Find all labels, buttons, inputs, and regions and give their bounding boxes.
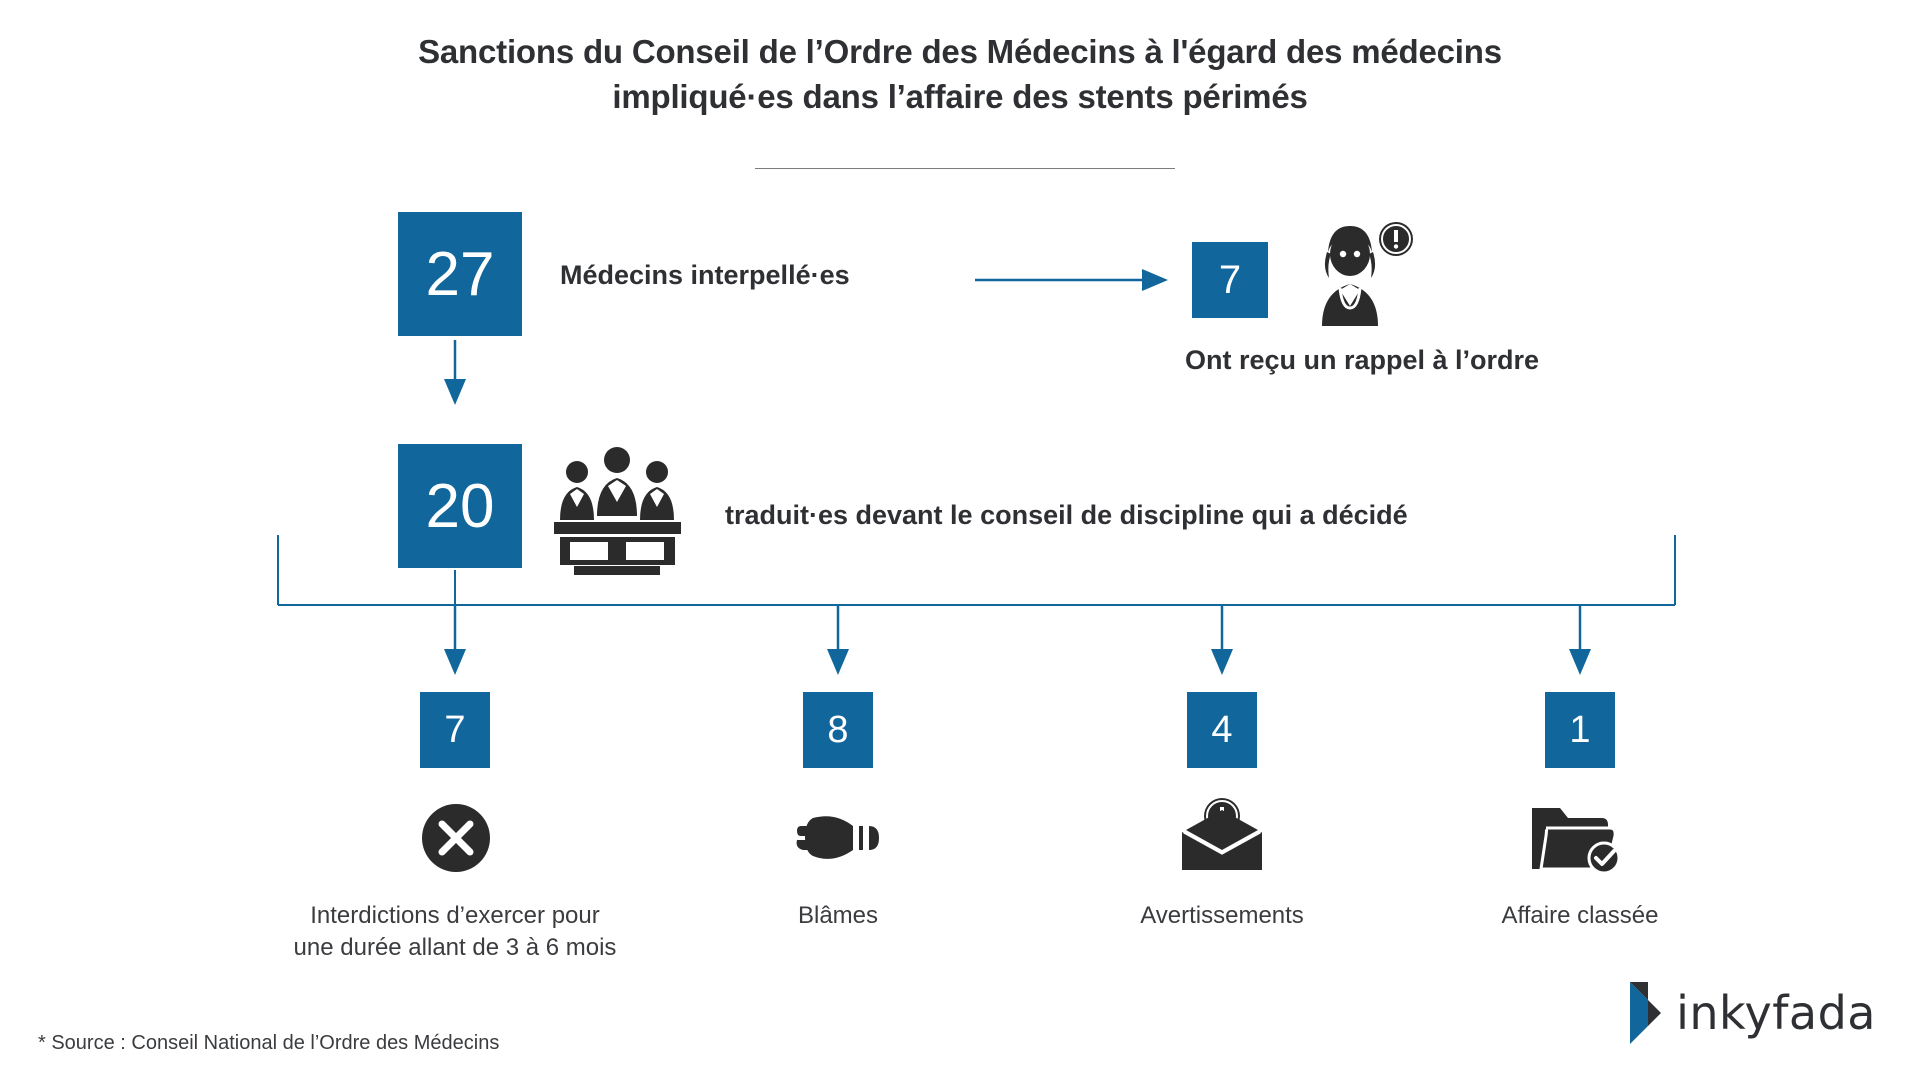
label-affaire-classee [1420,900,1740,932]
count-value-interdictions: 7 [444,708,466,751]
page-title-line-1: Sanctions du Conseil de l’Ordre des Médecins à l'égard des médecins [418,33,1502,70]
count-value-rappel: 7 [1218,257,1242,302]
title-divider [755,168,1175,169]
inkyfada-mark-icon [1628,980,1662,1046]
envelope-alert-icon [1176,796,1268,876]
brand-name: inkyfada [1676,986,1876,1040]
count-box-avertissements [1187,692,1257,768]
label-blames-line-1: Blâmes [797,902,879,929]
label-interpelles: Médecins interpellé·es [560,260,850,290]
source-note: * Source : Conseil National de l’Ordre des Médecins [38,1032,500,1054]
label-avertissements [1062,900,1382,932]
count-box-interdictions [420,692,490,768]
count-value-blames: 8 [827,708,849,751]
ban-cross-circle-icon [420,802,492,874]
count-box-interpelles [398,212,522,336]
label-blames [678,900,998,932]
label-interdictions-line-2: une durée allant de 3 à 6 mois [293,934,617,962]
count-box-discipline [398,444,522,568]
pointing-hand-icon [795,810,885,866]
folder-check-icon [1528,798,1622,876]
count-value-discipline: 20 [425,471,495,541]
page-title [160,30,1760,119]
label-avertissements-line-1: Avertissements [1140,902,1304,929]
tribunal-panel-icon [550,438,685,578]
count-box-rappel [1192,242,1268,318]
count-box-blames [803,692,873,768]
brand-logo [1628,980,1876,1046]
count-value-interpelles: 27 [425,239,495,309]
page-title-line-2: impliqué·es dans l’affaire des stents périmés [612,77,1308,115]
count-value-affaire-classee: 1 [1569,708,1591,751]
count-box-affaire-classee [1545,692,1615,768]
label-discipline: traduit·es devant le conseil de discipline qui a décidé [725,500,1408,530]
label-interdictions [215,900,695,965]
doctor-alert-icon [1300,222,1420,332]
label-rappel: Ont reçu un rappel à l’ordre [1185,345,1540,375]
label-affaire-classee-line-1: Affaire classée [1501,902,1659,929]
label-interdictions-line-1: Interdictions d’exercer pour [310,902,600,929]
count-value-avertissements: 4 [1211,708,1233,751]
